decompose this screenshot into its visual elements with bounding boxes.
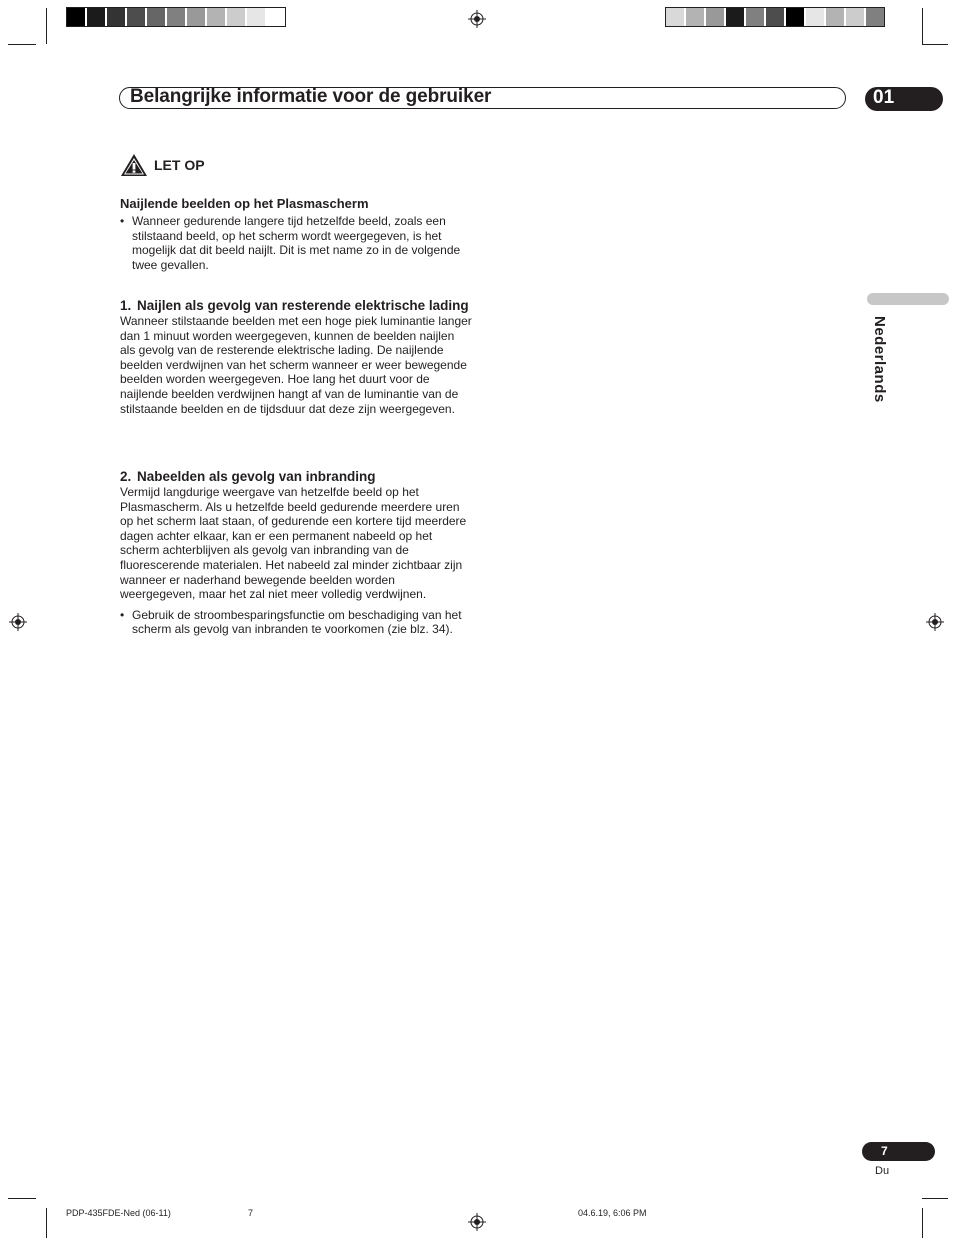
heading-text: Nabeelden als gevolg van inbranding — [137, 469, 376, 484]
color-swatch — [766, 8, 786, 26]
color-swatch — [127, 8, 147, 26]
registration-mark-icon — [468, 10, 486, 28]
section-heading: Naijlende beelden op het Plasmascherm — [120, 196, 369, 211]
page-title: Belangrijke informatie voor de gebruiker — [130, 86, 492, 107]
language-tab-label: Nederlands — [871, 316, 888, 403]
color-swatch — [826, 8, 846, 26]
color-swatch — [107, 8, 127, 26]
footer-file-name: PDP-435FDE-Ned (06-11) — [66, 1208, 171, 1218]
body-paragraph: Vermijd langdurige weergave van hetzelfde beeld op het Plasmascherm. Als u hetzelfde beeld gedurende meerdere uren op het scherm laat staan, of gedurende een kortere tijd meerdere dagen achter elkaar, kan er een permanent nabeeld op het scherm achterblijven als gevolg van inbranding van de fluorescerende materialen. Het nabeeld zal minder zichtbaar zijn wanneer er naderhand bewegende beelden worden weergegeven, maar het zal niet meer volledig verdwijnen. — [120, 485, 467, 602]
color-swatch — [187, 8, 207, 26]
numbered-heading — [120, 468, 472, 485]
list-item: • Wanneer gedurende langere tijd hetzelfde beeld, zoals een stilstaand beeld, op het scherm wordt weergegeven, is het mogelijk dat dit beeld naijlt. Dit is met name zo in de volgende twee gevallen. — [120, 214, 472, 272]
numbered-heading — [120, 297, 472, 314]
color-swatch — [686, 8, 706, 26]
registration-mark-icon — [468, 1213, 486, 1231]
page-number-badge — [862, 1142, 935, 1161]
bullet-list — [120, 608, 472, 637]
section-residual-charge — [120, 297, 472, 416]
footer-date: 04.6.19, 6:06 PM — [578, 1208, 647, 1218]
color-swatch — [147, 8, 167, 26]
heading-number: 2. — [120, 469, 132, 484]
language-tab-bar — [867, 293, 949, 305]
color-swatch — [806, 8, 826, 26]
color-bar-right — [665, 7, 885, 27]
color-swatch — [207, 8, 227, 26]
body-paragraph: Wanneer stilstaande beelden met een hoge piek luminantie langer dan 1 minuut worden weergegeven, kunnen de beelden naijlen als gevolg van de resterende elektrische lading. De naijlende beelden verdwijnen van het scherm wanneer er weer bewegende beelden worden weergegeven. Hoe lang het duurt voor de naijlende beelden verdwijnen hangt af van de luminantie van de stilstaande beelden en de tijdsduur dat deze zijn weergegeven. — [120, 314, 472, 416]
color-swatch — [247, 8, 267, 26]
color-swatch — [167, 8, 187, 26]
heading-text: Naijlen als gevolg van resterende elektrische lading — [137, 298, 469, 313]
registration-mark-icon — [9, 613, 27, 631]
chapter-number: 01 — [873, 87, 895, 108]
list-item: • Gebruik de stroombesparingsfunctie om beschadiging van het scherm als gevolg van inbranden te voorkomen (zie blz. 34). — [120, 608, 472, 637]
section-afterimage — [120, 196, 472, 272]
color-swatch — [846, 8, 866, 26]
page-language: Du — [875, 1165, 890, 1177]
section-burn-in — [120, 468, 472, 637]
color-swatch — [866, 8, 884, 26]
color-bar-left — [66, 7, 286, 27]
caution-label: LET OP — [154, 157, 205, 173]
color-swatch — [706, 8, 726, 26]
color-swatch — [726, 8, 746, 26]
color-swatch — [666, 8, 686, 26]
color-swatch — [67, 8, 87, 26]
page-number: 7 — [881, 1144, 888, 1158]
warning-triangle-icon — [120, 153, 148, 177]
bullet-list — [120, 214, 472, 272]
heading-number: 1. — [120, 298, 132, 313]
registration-mark-icon — [926, 613, 944, 631]
footer-file-page: 7 — [248, 1208, 254, 1218]
color-swatch — [746, 8, 766, 26]
color-swatch — [87, 8, 107, 26]
color-swatch — [267, 8, 285, 26]
color-swatch — [227, 8, 247, 26]
caution-heading — [120, 153, 205, 177]
color-swatch — [786, 8, 806, 26]
